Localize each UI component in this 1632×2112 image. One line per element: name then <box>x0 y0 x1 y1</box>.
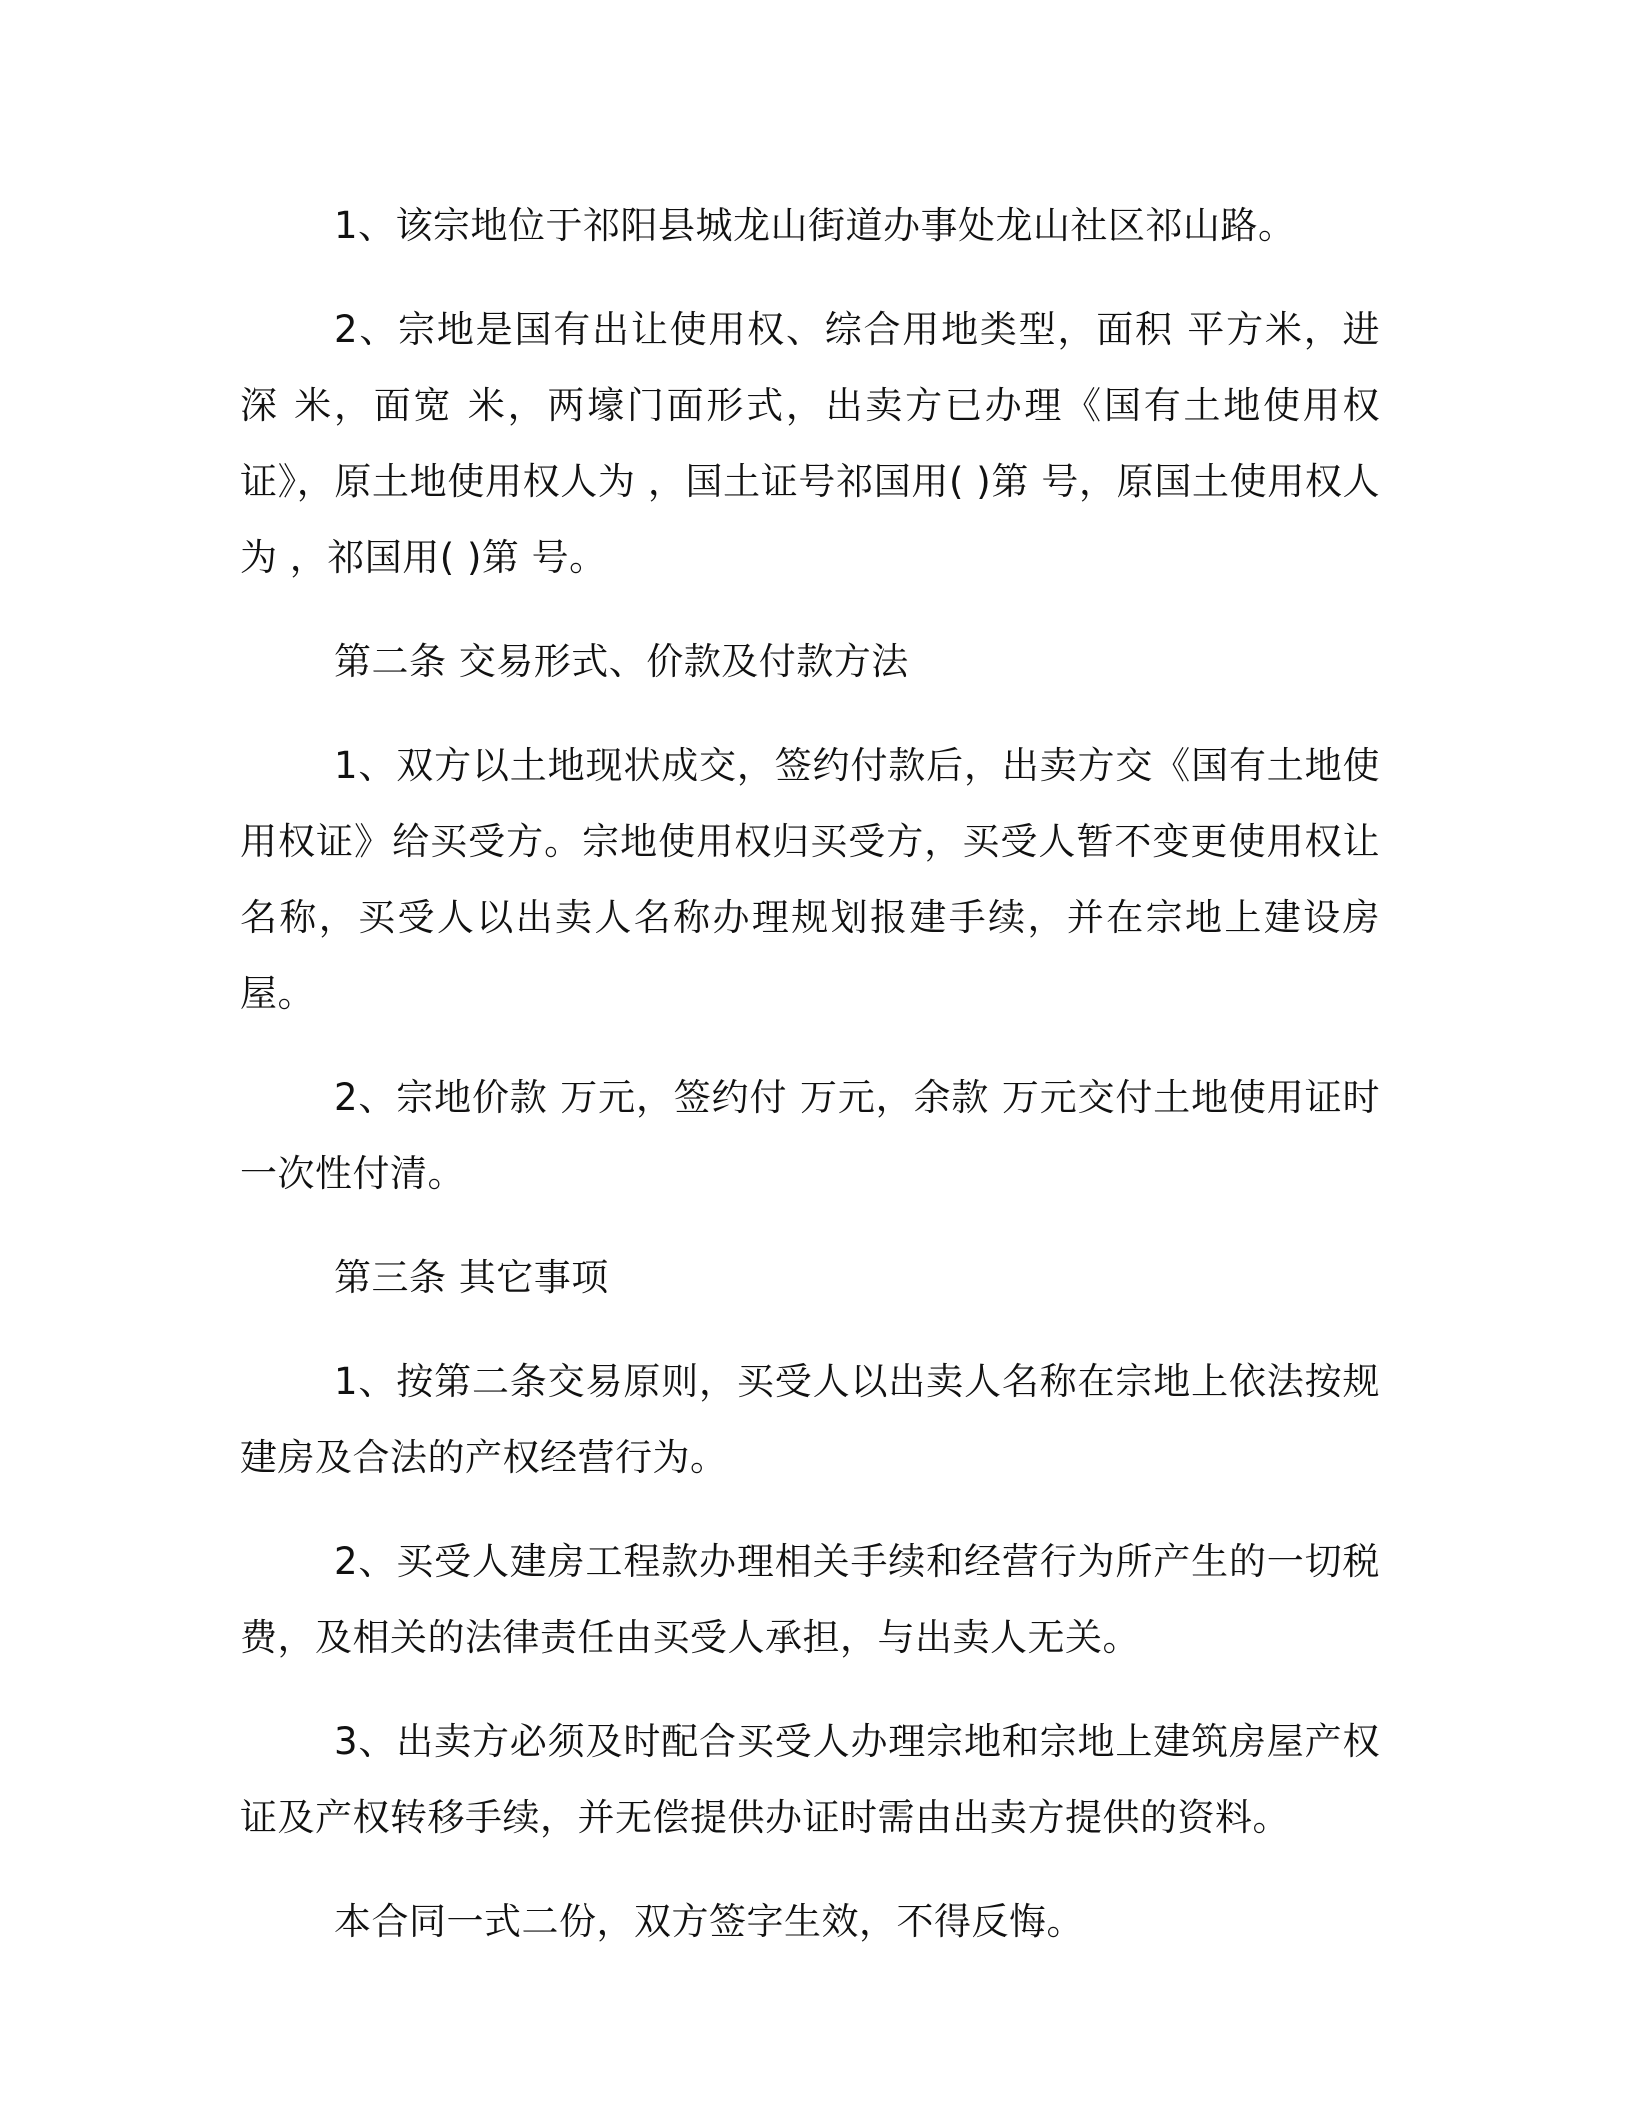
paragraph-payment: 2、宗地价款 万元，签约付 万元，余款 万元交付土地使用证时一次性付清。 <box>240 1076 1380 1195</box>
paragraph-seller-cooperation: 3、出卖方必须及时配合买受人办理宗地和宗地上建筑房屋产权证及产权转移手续，并无偿提供办证时需由出卖方提供的资料。 <box>240 1720 1380 1839</box>
article-2-heading: 第二条 交易形式、价款及付款方法 <box>334 640 909 683</box>
paragraph-land-details: 2、宗地是国有出让使用权、综合用地类型，面积 平方米，进深 米，面宽 米，两壕门面形式，出卖方已办理《国有土地使用权证》，原土地使用权人为 ，国土证号祁国用( )第 号，原国土使用权人为 ，祁国用( )第 号。 <box>240 308 1380 579</box>
article-3-heading: 第三条 其它事项 <box>334 1256 609 1299</box>
paragraph-location: 1、该宗地位于祁阳县城龙山街道办事处龙山社区祁山路。 <box>334 204 1296 247</box>
paragraph-transaction-form: 1、双方以土地现状成交，签约付款后，出卖方交《国有土地使用权证》给买受方。宗地使用权归买受方，买受人暂不变更使用权让名称，买受人以出卖人名称办理规划报建手续，并在宗地上建设房屋。 <box>240 744 1380 1015</box>
paragraph-construction-rights: 1、按第二条交易原则，买受人以出卖人名称在宗地上依法按规建房及合法的产权经营行为。 <box>240 1360 1380 1479</box>
paragraph-taxes-liability: 2、买受人建房工程款办理相关手续和经营行为所产生的一切税费，及相关的法律责任由买受人承担，与出卖人无关。 <box>240 1540 1380 1659</box>
document-body <box>240 188 1380 1988</box>
paragraph-closing: 本合同一式二份，双方签字生效，不得反悔。 <box>334 1900 1084 1943</box>
